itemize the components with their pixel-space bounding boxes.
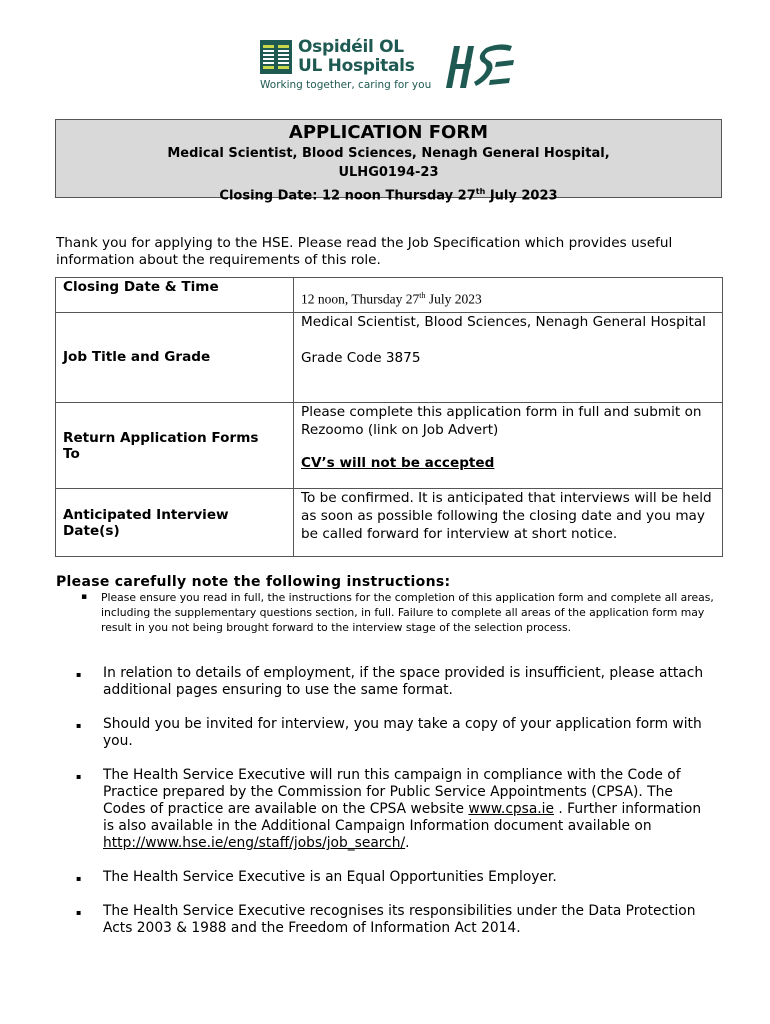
period: . <box>405 835 410 851</box>
instruction-item-3 <box>76 716 716 750</box>
job-value-cell <box>294 313 723 403</box>
instruction-text-4 <box>103 767 716 852</box>
cpsa-text: The Health Service Executive will run this campaign in compliance with the Code of Practice prepared by the Commission for Public Service Appointments (CPSA). The Codes of practice are available on the CPSA website <box>103 767 681 817</box>
closing-label: Closing Date & Time <box>56 278 294 313</box>
hse-jobs-link[interactable]: http://www.hse.ie/eng/staff/jobs/job_search/ <box>103 835 406 851</box>
bullet-icon: ▪ <box>76 772 82 781</box>
return-value: Please complete this application form in full and submit on Rezoomo (link on Job Advert) <box>301 404 702 438</box>
instruction-item-2 <box>76 665 716 699</box>
table-row-closing <box>56 278 723 313</box>
job-info-table <box>55 277 723 557</box>
bullet-icon: ▪ <box>76 670 82 679</box>
reference-code: ULHG0194-23 <box>338 165 439 180</box>
cpsa-link[interactable]: www.cpsa.ie <box>468 801 555 817</box>
closing-value-suffix: July 2023 <box>425 291 482 307</box>
closing-value-prefix: 12 noon, Thursday 27 <box>301 291 420 307</box>
table-row-return <box>56 403 723 489</box>
instruction-text-3: Should you be invited for interview, you may take a copy of your application form with you. <box>103 716 702 749</box>
bullet-icon: ▪ <box>76 721 82 730</box>
grade-value: Grade Code 3875 <box>301 350 421 366</box>
instructions-heading: Please carefully note the following instructions: <box>56 574 451 590</box>
job-value: Medical Scientist, Blood Sciences, Nenagh General Hospital <box>301 314 706 330</box>
job-label: Job Title and Grade <box>56 313 294 403</box>
instruction-text-6: The Health Service Executive recognises its responsibilities under the Data Protection Acts 2003 & 1988 and the Freedom of Information Act 2014. <box>103 903 696 936</box>
instruction-item-1 <box>75 590 725 635</box>
job-title-line: Medical Scientist, Blood Sciences, Nenagh General Hospital, <box>167 146 610 161</box>
table-row-job <box>56 313 723 403</box>
closing-date-line <box>56 182 721 205</box>
further-info-text: . Further information is also available in the Additional Campaign Information document available on <box>103 801 702 834</box>
ul-logo-line1: Ospidéil OL <box>298 37 404 57</box>
bullet-icon: ▪ <box>76 908 82 917</box>
instruction-item-5 <box>76 869 716 886</box>
closing-date-prefix: Closing Date: 12 noon Thursday 27 <box>219 188 476 204</box>
hse-logo <box>446 40 518 94</box>
bullet-icon: ▪ <box>76 874 82 883</box>
form-title-box <box>55 119 722 204</box>
instruction-text-5: The Health Service Executive is an Equal Opportunities Employer. <box>103 869 557 885</box>
intro-paragraph: Thank you for applying to the HSE. Please read the Job Specification which provides useful information about the requirements of this role. <box>56 235 673 268</box>
closing-value <box>294 278 723 313</box>
table-row-interview <box>56 489 723 557</box>
cv-note: CV’s will not be accepted <box>301 455 495 471</box>
bullet-icon: ▪ <box>81 592 88 602</box>
ul-emblem-icon <box>260 40 292 74</box>
interview-value: To be confirmed. It is anticipated that interviews will be held as soon as possible following the closing date and you may be called forward for interview at short notice. <box>294 489 723 557</box>
instruction-text-1: Please ensure you read in full, the instructions for the completion of this application form and complete all areas, including the supplementary questions section, in full. Failure to complete all areas of the application form may result in you not being brought forward to the interview stage of the selection process. <box>101 591 714 634</box>
interview-label: Anticipated Interview Date(s) <box>56 489 294 557</box>
ul-hospitals-logo <box>258 37 432 94</box>
instruction-item-4 <box>76 767 716 852</box>
return-label: Return Application Forms To <box>56 403 294 489</box>
form-title: APPLICATION FORM <box>288 122 489 143</box>
ul-logo-tagline: Working together, caring for you <box>260 79 432 91</box>
ul-logo-line2: UL Hospitals <box>298 56 415 76</box>
return-value-cell <box>294 403 723 489</box>
header-logos <box>258 38 528 98</box>
instruction-text-2: In relation to details of employment, if the space provided is insufficient, please attach additional pages ensuring to use the same format. <box>103 665 704 698</box>
closing-value-sup: th <box>419 291 426 300</box>
closing-date-suffix: July 2023 <box>485 188 558 204</box>
closing-date-sup: th <box>475 187 486 196</box>
instruction-item-6 <box>76 903 716 937</box>
